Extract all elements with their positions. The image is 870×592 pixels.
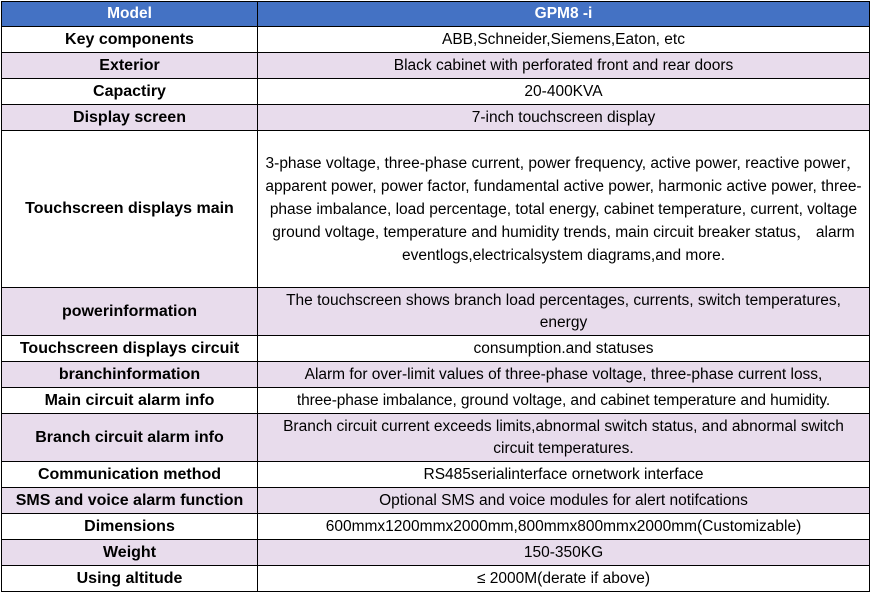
spec-table [1, 1, 870, 592]
row-exterior [2, 53, 870, 79]
row-sms-voice-alarm [2, 488, 870, 514]
row-value: 150-350KG [258, 540, 870, 566]
row-label: SMS and voice alarm function [2, 488, 258, 514]
row-power-information [2, 288, 870, 336]
row-value: Black cabinet with perforated front and rear doors [258, 53, 870, 79]
row-branch-circuit-alarm [2, 414, 870, 462]
row-value: Alarm for over-limit values of three-phase voltage, three-phase current loss, [258, 362, 870, 388]
row-using-altitude [2, 566, 870, 592]
row-label: Communication method [2, 462, 258, 488]
row-value: 600mmx1200mmx2000mm,800mmx800mmx2000mm(Customizable) [258, 514, 870, 540]
row-main-circuit-alarm [2, 388, 870, 414]
row-label: Weight [2, 540, 258, 566]
row-label: Dimensions [2, 514, 258, 540]
row-value: ≤ 2000M(derate if above) [258, 566, 870, 592]
row-label: powerinformation [2, 288, 258, 336]
row-value: ABB,Schneider,Siemens,Eaton, etc [258, 27, 870, 53]
header-row [2, 2, 870, 27]
row-value: Branch circuit current exceeds limits,abnormal switch status, and abnormal switch circuit temperatures. [258, 414, 870, 462]
row-label: Touchscreen displays circuit [2, 336, 258, 362]
row-value: 3-phase voltage, three-phase current, power frequency, active power, reactive power， apparent power, power factor, fundamental active power, harmonic active power, three-phase imbalance, load percentage, total energy, cabinet temperature, current, voltage ground voltage, temperature and humidity trends, main circuit breaker status， alarm eventlogs,electricalsystem diagrams,and more. [258, 131, 870, 288]
row-label: branchinformation [2, 362, 258, 388]
row-value: RS485serialinterface ornetwork interface [258, 462, 870, 488]
row-touchscreen-circuit [2, 336, 870, 362]
header-model-value: GPM8 -i [258, 2, 870, 27]
row-value: The touchscreen shows branch load percentages, currents, switch temperatures, energy [258, 288, 870, 336]
row-label: Branch circuit alarm info [2, 414, 258, 462]
row-label: Capactiry [2, 79, 258, 105]
row-label: Touchscreen displays main [2, 131, 258, 288]
row-display-screen [2, 105, 870, 131]
row-branch-information [2, 362, 870, 388]
row-value: consumption.and statuses [258, 336, 870, 362]
row-label: Display screen [2, 105, 258, 131]
row-value: three-phase imbalance, ground voltage, and cabinet temperature and humidity. [258, 388, 870, 414]
row-value: 20-400KVA [258, 79, 870, 105]
row-value: Optional SMS and voice modules for alert notifcations [258, 488, 870, 514]
header-model-label: Model [2, 2, 258, 27]
row-label: Using altitude [2, 566, 258, 592]
row-communication-method [2, 462, 870, 488]
row-label: Exterior [2, 53, 258, 79]
row-label: Main circuit alarm info [2, 388, 258, 414]
row-label: Key components [2, 27, 258, 53]
row-value: 7-inch touchscreen display [258, 105, 870, 131]
row-touchscreen-main [2, 131, 870, 288]
row-capacity [2, 79, 870, 105]
row-dimensions [2, 514, 870, 540]
row-weight [2, 540, 870, 566]
row-key-components [2, 27, 870, 53]
